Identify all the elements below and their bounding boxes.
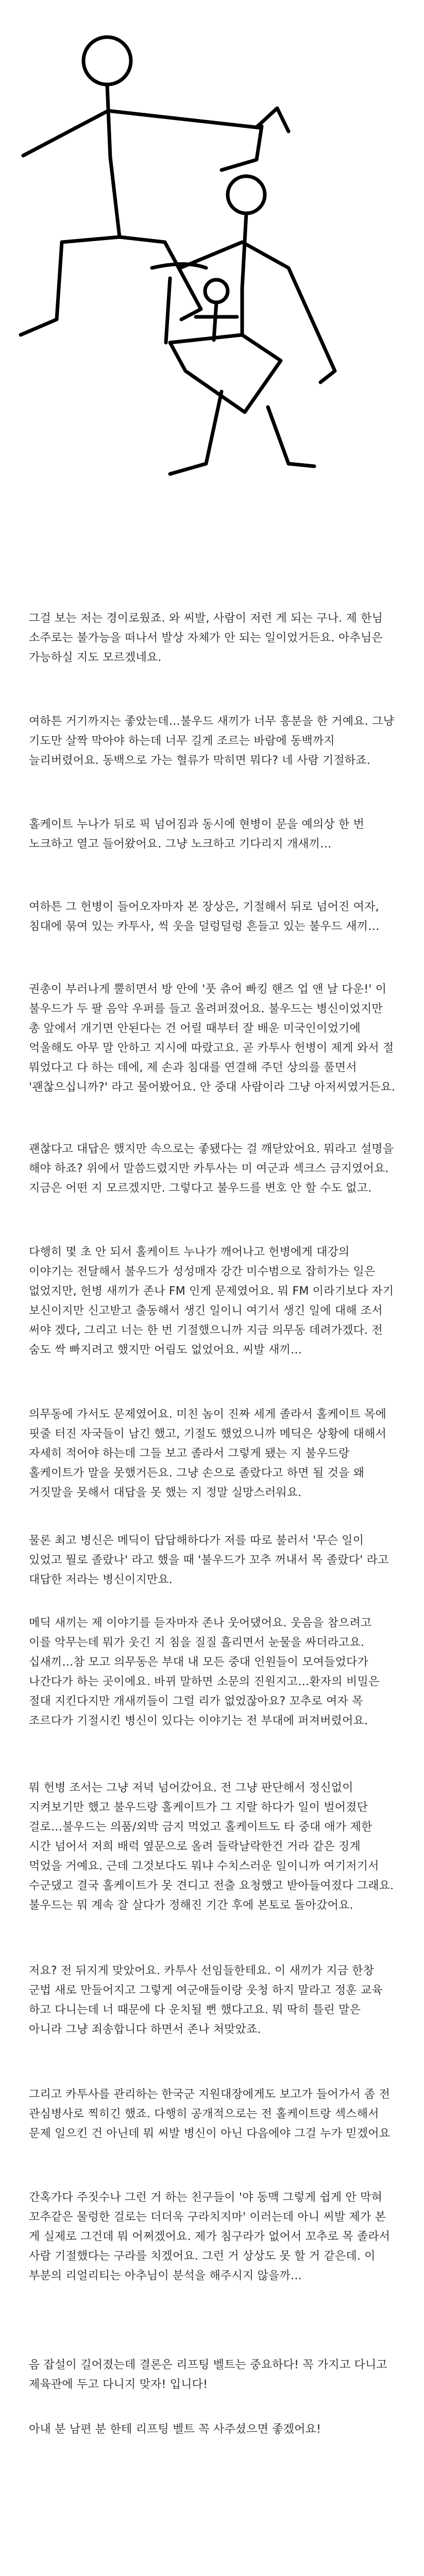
post-paragraph: 여하튼 그 헌병이 들어오자마자 본 장상은, 기절해서 뒤로 넘어진 여자, 침대에 묶여 있는 카투사, 씩 웃을 덜렁덜렁 흔들고 있는 불우드 새끼…	[29, 901, 383, 933]
post-paragraph: 물론 최고 병신은 메딕이 답답해하다가 저를 따로 불러서 '무슨 일이 있었고 뭘로 졸랐나' 라고 했을 때 '불우드가 꼬추 꺼내서 목 졸랐다' 라고 대답한 저라는 병신이지만요.	[29, 1534, 393, 1586]
figure-b-body	[242, 213, 246, 335]
figure-b-left-leg	[170, 392, 222, 474]
figure-b-raised-arm	[222, 126, 262, 170]
post-paragraph: 아내 분 남편 분 한테 리프팅 벨트 꼭 사주셨으면 좋겠어요!	[29, 2423, 321, 2436]
post-paragraph: 뭐 헌병 조서는 그냥 저녁 넘어갔어요. 전 그냥 판단해서 정신없이 지켜보기만 했고 불우드랑 홀케이트가 그 지랄 하다가 일이 벌어졌단 걸로…불우드는 의품/외박 금지 먹었고 홀케이트도 타 중대 애가 제한 시간 넘어서 저희 배럭 옆문으로 올려 들락날락한건 거라 같은 징계 먹었을 거예요. 근데 그것보다도 뭐냐 수치스러운 일이니까 여기저기서 수군댔고 결국 홀케이트가 못 견디고 전출 요청했고 받아들여졌다 그래요. 불우드는 뭐 계속 잘 살다가 정해진 기간 후에 본토로 돌아갔어요.	[29, 1782, 398, 1912]
figure-a-hips	[62, 237, 165, 242]
figure-a-head	[83, 37, 131, 84]
post-paragraph: 저요? 전 뒤지게 맞았어요. 카투사 선임들한테요. 이 새끼가 지금 한창 군법 새로 만들어지고 그렇게 여군애들이랑 웃청 하지 말라고 정훈 교육 하고 다니는데 너 때문에 다 운치될 뻔 했다고요. 뭐 딱히 틀린 말은 아니라 그냥 죄송합니다 하면서 존나 처맞았죠.	[29, 1964, 387, 2036]
post-paragraph: 홀케이트 누나가 뒤로 픽 넘어짐과 동시에 현병이 문을 예의상 한 번 노크하고 열고 들어왔어요. 그냥 노크하고 기다리지 개새끼…	[29, 818, 368, 851]
post-paragraph: 음 잡설이 길어졌는데 결론은 리프팅 벨트는 중요하다! 꼭 가지고 다니고 제육관에 두고 다니지 맞자! 입니다!	[29, 2359, 392, 2391]
post-paragraph: 권총이 부러나게 뿔히면서 방 안에 '풋 츄어 빠킹 핸즈 업 앤 날 다운!' 이 불우드가 두 팔 음악 우퍼를 들고 올려퍼졌어요. 불우드는 병신이었지만 총 앞에서 개기면 안된다는 건 어릴 때부터 잘 배운 미국인이었기에 억울해도 아무 말 안하고 지시에 따랐고요. 곧 카투사 헌병이 제게 와서 절 뭐었다고 다 하는 데에, 제 손과 침대를 연결해 주던 상의를 풀면서 '괜찮으십니까?' 라고 물어봤어요. 안 중대 사람이라 그냥 아저씨였거든요.	[29, 983, 398, 1094]
post-paragraph: 다행히 몇 초 안 되서 홀케이트 누나가 깨어나고 헌병에게 대강의 이야기는 전달해서 불우드가 성성매자 강간 미수범으로 잡히가는 일은 없었지만, 헌병 새끼가 존나 FM 인게 문제였어요. 뭐 FM 이라기보다 자기 보신이지만 신고받고 출동해서 생긴 일이니 여기서 생긴 일에 대해 조서 써야 겠다, 그리고 너는 한 번 기절했으니까 지금 의무동 데려가겠다. 전 숨도 싹 빠지려고 했지만 어림도 없었어요. 씨발 새끼…	[29, 1246, 398, 1357]
figure-b-right-leg	[268, 407, 314, 466]
figure-a-body	[107, 84, 120, 237]
figure-b-skirt	[170, 335, 281, 412]
figure-b-head	[228, 176, 265, 213]
post-paragraph: 괜찮다고 대답은 했지만 속으로는 좋됐다는 걸 깨닫았어요. 뭐라고 설명을 해야 하죠? 위에서 말씀드렸지만 카투사는 미 여군과 섹크스 금지였어요. 지금은 어떤 지 모르겠지만. 그렇다고 불우드를 변호 안 할 수도 없고.	[29, 1143, 398, 1195]
figure-a-arms	[23, 111, 260, 156]
figure-b-arms	[180, 242, 335, 382]
stick-figure-drawing	[0, 0, 424, 572]
post-paragraph: 여하튼 거기까지는 좋았는데…불우드 새끼가 너무 흥분을 한 거예요. 그냥 기도만 살짝 막아야 하는데 너무 길게 조르는 바람에 동백까지 늘리버렸어요. 동백으로 가는 혈류가 막히면 뭐다? 네 사람 기절하죠.	[29, 715, 398, 767]
post-paragraph: 의무동에 가서도 문제였어요. 미친 놈이 진짜 세게 졸라서 홀케이트 목에 핏줄 터진 자국들이 남긴 했고, 기절도 했었으니까 메딕은 상황에 대해서 자세히 적어야 하는데 그들 보고 졸라서 그렇게 됐는 지 불우드랑 홀케이트가 말을 못했거든요. 그냥 손으로 졸랐다고 하면 될 것을 왜 거짓말을 못해서 대답을 못 했는 지 정말 실망스러워요.	[29, 1408, 391, 1499]
post-paragraph: 메딕 새끼는 제 이야기를 듣자마자 존나 웃어댔어요. 웃음을 참으려고 이를 악무는데 뭐가 웃긴 지 침을 질질 흘리면서 눈물을 싸더라고요. 십새끼…참 모고 의무동은 부대 내 모든 중대 인원들이 모여들었다가 나간다가 하는 곳이에요. 바뀌 말하면 소문의 진원지고…환자의 비밀은 절대 지킨다지만 개새끼들이 그럴 리가 없었잖아요? 꼬추로 여자 목 조르다가 기절시킨 병신이 있다는 이야기는 전 부대에 퍼져버렸어요.	[29, 1617, 383, 1727]
post-paragraph: 그걸 보는 저는 경이로웠죠. 와 씨발, 사람이 저런 게 되는 구나. 제 한님 소주로는 불가능을 떠나서 발상 자체가 안 되는 일이었거든요. 아추님은 가능하실 지도 모르겠네요.	[29, 612, 387, 664]
post-paragraph: 간혹가다 주짓수나 그런 거 하는 친구들이 '야 동맥 그렇게 쉽게 안 막혀 꼬추같은 물렁한 걸로는 더더욱 구라치지마' 이러는데 아니 씨발 제가 본 게 실제로 그건데 뭐 어쩌겠어요. 제가 침구라가 없어서 꼬추로 목 졸라서 사람 기절했다는 구라를 치겠어요. 그런 거 상상도 못 할 거 같은데. 이 부분의 리얼리티는 아추님이 분석을 해주시지 않을까…	[29, 2191, 394, 2282]
figure-a-left-leg	[21, 242, 62, 335]
post-paragraph: 그리고 카투사를 관리하는 한국군 지원대장에게도 보고가 들어가서 좀 전 관심병사로 찍히긴 했죠. 다행히 공개적으로는 전 홀케이트랑 섹스해서 문제 일으킨 건 아닌데 뭐 씨발 병신이 아닌 다음에야 그걸 누가 믿겠어요	[29, 2088, 394, 2140]
